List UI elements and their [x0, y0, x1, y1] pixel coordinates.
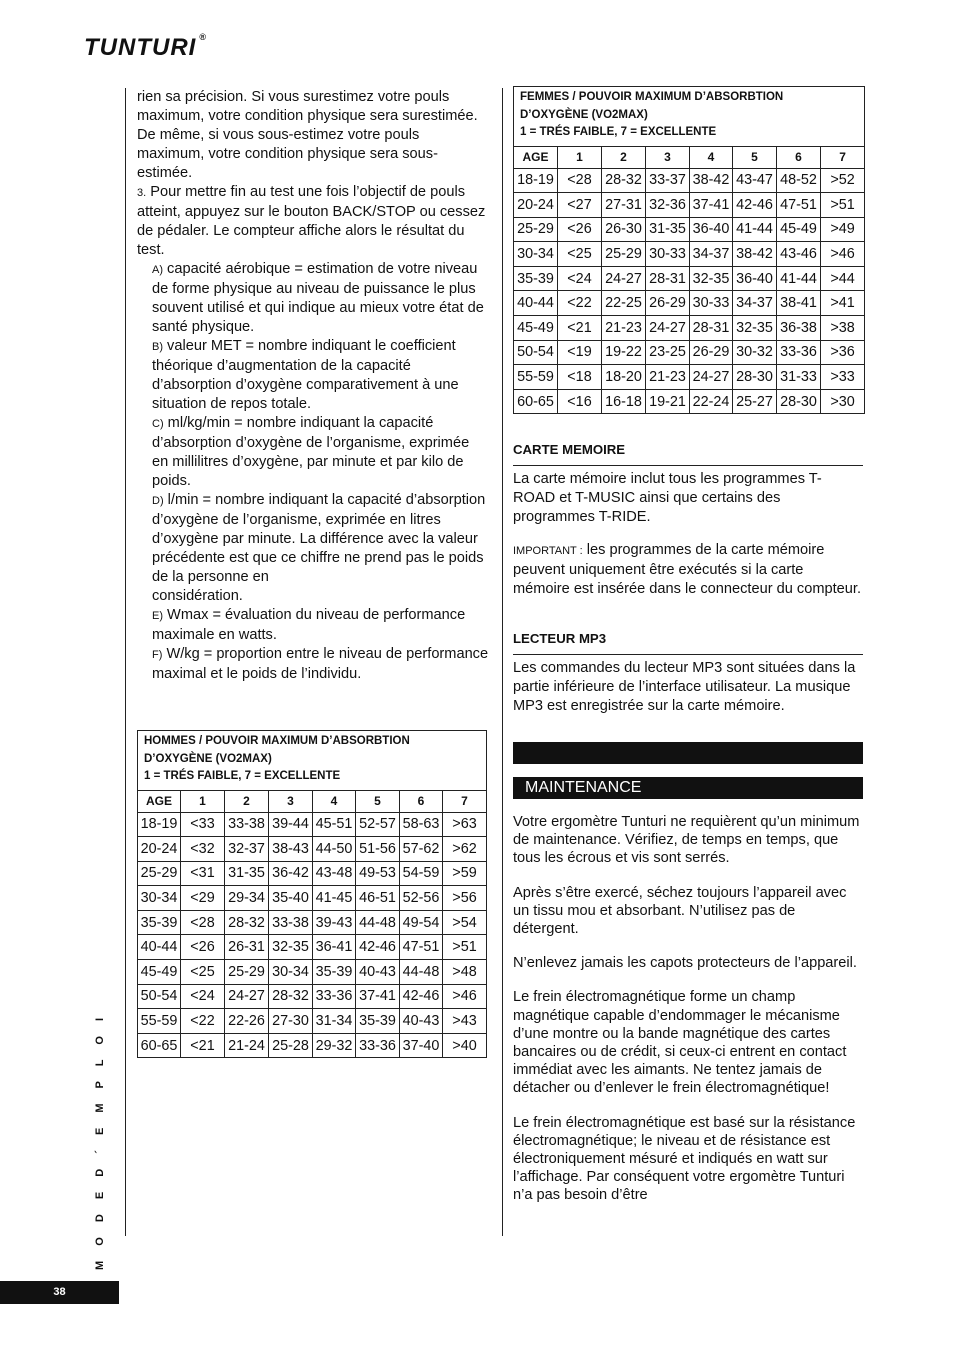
- table-row: [138, 1033, 487, 1058]
- table-row: [138, 1009, 487, 1034]
- table-cell: <26: [181, 935, 225, 960]
- paragraph: Les commandes du lecteur MP3 sont situées dans la partie inférieure de l’interface utilisateur. La musique MP3 est enregistrée sur la carte mémoire.: [513, 660, 856, 714]
- table-cell: <27: [558, 193, 602, 218]
- table-cell: 36-40: [733, 266, 777, 291]
- table-cell: 27-31: [602, 193, 646, 218]
- paragraph: Le frein électromagnétique forme un champ magnétique capable d’endommager le mécanisme d’une montre ou la bande magnétique des cartes bancaires ou de crédit, si ceux-ci entrent en contact immédiat avec les aimants. Ne tentez jamais de détacher ou d’enlever le frein électromagnétique!: [513, 989, 847, 1097]
- table-row: [514, 168, 865, 193]
- column-header: 6: [400, 790, 443, 812]
- table-cell: 25-27: [733, 389, 777, 414]
- table-row: [138, 886, 487, 911]
- table-cell: 37-40: [400, 1033, 443, 1058]
- table-cell: 26-29: [690, 340, 733, 365]
- table-cell: 24-27: [225, 984, 269, 1009]
- list-item: D) l/min = nombre indiquant la capacité d’absorption d’oxygène de l’organisme, exprimée en litres d’oxygène par minute. La différence avec la valeur précédente est que ce chiffre ne prend pas le poids de la personne en: [152, 492, 486, 585]
- table-cell: 20-24: [514, 193, 558, 218]
- table-cell: 36-40: [690, 217, 733, 242]
- table-cell: 28-31: [690, 316, 733, 341]
- table-cell: 16-18: [602, 389, 646, 414]
- section-bar: [513, 742, 863, 764]
- table-cell: 46-51: [356, 886, 400, 911]
- table-cell: 32-35: [269, 935, 313, 960]
- table-row: [138, 812, 487, 837]
- paragraph: 3. Pour mettre fin au test une fois l’objectif de pouls atteint, appuyez sur le bouton BACK/STOP ou cessez de pédaler. Le compteur affiche alors le résultat du test.: [137, 184, 486, 258]
- table-cell: 38-41: [777, 291, 821, 316]
- table-cell: <26: [558, 217, 602, 242]
- table-cell: 45-49: [777, 217, 821, 242]
- table-cell: 31-33: [777, 365, 821, 390]
- table-cell: 37-41: [356, 984, 400, 1009]
- table-row: [138, 960, 487, 985]
- table-cell: 19-21: [646, 389, 690, 414]
- section-title: LECTEUR MP3: [513, 631, 607, 646]
- table-cell: 38-42: [690, 168, 733, 193]
- table-cell: >36: [821, 340, 865, 365]
- table-cell: 35-39: [313, 960, 356, 985]
- table-cell: 30-33: [690, 291, 733, 316]
- table-row: [514, 365, 865, 390]
- table-cell: <16: [558, 389, 602, 414]
- table-cell: >62: [443, 837, 487, 862]
- table-cell: 47-51: [400, 935, 443, 960]
- divider: [513, 654, 863, 655]
- table-cell: 20-24: [138, 837, 181, 862]
- table-cell: 42-46: [356, 935, 400, 960]
- table-cell: <24: [181, 984, 225, 1009]
- table-cell: 40-43: [400, 1009, 443, 1034]
- table-cell: 49-53: [356, 861, 400, 886]
- table-cell: 47-51: [777, 193, 821, 218]
- table-cell: <29: [181, 886, 225, 911]
- maintenance-heading: MAINTENANCE: [513, 777, 863, 799]
- table-cell: 22-24: [690, 389, 733, 414]
- table-cell: 36-41: [313, 935, 356, 960]
- table-cell: 41-45: [313, 886, 356, 911]
- lecteur-mp3-section: [513, 629, 863, 716]
- table-cell: <24: [558, 266, 602, 291]
- table-cell: <28: [558, 168, 602, 193]
- table-cell: >44: [821, 266, 865, 291]
- table-cell: 18-20: [602, 365, 646, 390]
- list-item: C) ml/kg/min = nombre indiquant la capacité d’absorption d’oxygène de l’organisme, exprimée en millilitres d’oxygène, par minute et par kilo de poids.: [152, 415, 470, 489]
- table-cell: 38-42: [733, 242, 777, 267]
- table-cell: >56: [443, 886, 487, 911]
- table-cell: 35-39: [356, 1009, 400, 1034]
- table-cell: 26-29: [646, 291, 690, 316]
- table-cell: <25: [181, 960, 225, 985]
- table-cell: 33-37: [646, 168, 690, 193]
- table-cell: 22-26: [225, 1009, 269, 1034]
- left-divider: [125, 88, 126, 1236]
- table-header-row: [138, 790, 487, 812]
- table-cell: 21-23: [602, 316, 646, 341]
- table-cell: 50-54: [138, 984, 181, 1009]
- table-cell: 29-32: [313, 1033, 356, 1058]
- carte-memoire-section: [513, 440, 863, 599]
- table-cell: 44-50: [313, 837, 356, 862]
- column-header: 6: [777, 146, 821, 168]
- table-cell: 33-38: [225, 812, 269, 837]
- men-vo2max-table: [137, 730, 487, 1058]
- table-cell: 41-44: [777, 266, 821, 291]
- paragraph: rien sa précision. Si vous surestimez votre pouls maximum, votre condition physique sera surestimée. De même, si vous sous-estimez votre pouls maximum, votre condition physique sera sous-estimée.: [137, 89, 478, 181]
- column-header: 2: [602, 146, 646, 168]
- table-row: [138, 935, 487, 960]
- table-cell: 25-29: [225, 960, 269, 985]
- table-cell: 22-25: [602, 291, 646, 316]
- table-cell: <28: [181, 910, 225, 935]
- table-cell: 33-36: [777, 340, 821, 365]
- column-header: 1: [558, 146, 602, 168]
- list-item-continuation: considération.: [152, 588, 243, 604]
- paragraph: La carte mémoire inclut tous les programmes T-ROAD et T-MUSIC ainsi que certains des programmes T-RIDE.: [513, 471, 822, 525]
- table-cell: 44-48: [356, 910, 400, 935]
- table-cell: 31-35: [225, 861, 269, 886]
- table-cell: 32-35: [733, 316, 777, 341]
- list-item: E) Wmax = évaluation du niveau de performance maximale en watts.: [152, 607, 466, 643]
- column-header: 4: [690, 146, 733, 168]
- table-cell: 45-49: [514, 316, 558, 341]
- table-cell: >41: [821, 291, 865, 316]
- table-cell: 55-59: [138, 1009, 181, 1034]
- table-cell: 23-25: [646, 340, 690, 365]
- table-cell: >30: [821, 389, 865, 414]
- table-cell: 21-24: [225, 1033, 269, 1058]
- maintenance-section: [513, 813, 865, 1205]
- table-cell: <21: [558, 316, 602, 341]
- section-title: CARTE MEMOIRE: [513, 442, 626, 457]
- column-header: AGE: [138, 790, 181, 812]
- table-cell: 34-37: [733, 291, 777, 316]
- table-cell: 28-32: [602, 168, 646, 193]
- table-cell: 49-54: [400, 910, 443, 935]
- divider: [513, 465, 863, 466]
- women-vo2max-table: [513, 86, 865, 414]
- table-cell: 58-63: [400, 812, 443, 837]
- table-row: [138, 861, 487, 886]
- column-header: AGE: [514, 146, 558, 168]
- table-cell: >46: [821, 242, 865, 267]
- table-cell: 55-59: [514, 365, 558, 390]
- table-cell: 32-37: [225, 837, 269, 862]
- table-cell: 37-41: [690, 193, 733, 218]
- table-cell: 43-47: [733, 168, 777, 193]
- table-row: [514, 217, 865, 242]
- table-cell: >51: [443, 935, 487, 960]
- table-cell: 60-65: [514, 389, 558, 414]
- paragraph: Votre ergomètre Tunturi ne requièrent qu’un minimum de maintenance. Vérifiez, de temps en temps, que tous les écrous et vis sont serrés.: [513, 814, 860, 867]
- table-cell: >46: [443, 984, 487, 1009]
- table-cell: 31-34: [313, 1009, 356, 1034]
- table-cell: 45-49: [138, 960, 181, 985]
- table-cell: 41-44: [733, 217, 777, 242]
- table-row: [514, 291, 865, 316]
- table-cell: 33-38: [269, 910, 313, 935]
- column-header: 3: [269, 790, 313, 812]
- table-cell: 43-46: [777, 242, 821, 267]
- paragraph: IMPORTANT : les programmes de la carte mémoire peuvent uniquement être exécutés si la carte mémoire est insérée dans le connecteur du compteur.: [513, 542, 862, 597]
- column-header: 5: [733, 146, 777, 168]
- table-cell: 30-32: [733, 340, 777, 365]
- right-divider: [502, 88, 503, 1236]
- table-cell: 36-38: [777, 316, 821, 341]
- table-cell: 28-32: [269, 984, 313, 1009]
- table-cell: >49: [821, 217, 865, 242]
- table-cell: <22: [181, 1009, 225, 1034]
- table-cell: 51-56: [356, 837, 400, 862]
- table-cell: 42-46: [733, 193, 777, 218]
- table-cell: >51: [821, 193, 865, 218]
- table-cell: >40: [443, 1033, 487, 1058]
- table-cell: 60-65: [138, 1033, 181, 1058]
- table-cell: 50-54: [514, 340, 558, 365]
- table-cell: 18-19: [138, 812, 181, 837]
- table-cell: 40-44: [138, 935, 181, 960]
- table-cell: 30-34: [269, 960, 313, 985]
- table-cell: 24-27: [690, 365, 733, 390]
- table-cell: <19: [558, 340, 602, 365]
- table-cell: 29-34: [225, 886, 269, 911]
- table-cell: 32-36: [646, 193, 690, 218]
- table-row: [514, 316, 865, 341]
- column-header: 7: [821, 146, 865, 168]
- table-cell: >52: [821, 168, 865, 193]
- table-cell: 26-30: [602, 217, 646, 242]
- table-cell: >54: [443, 910, 487, 935]
- table-cell: 25-28: [269, 1033, 313, 1058]
- table-cell: 30-33: [646, 242, 690, 267]
- table-cell: 54-59: [400, 861, 443, 886]
- table-cell: <18: [558, 365, 602, 390]
- table-cell: >59: [443, 861, 487, 886]
- table-cell: 44-48: [400, 960, 443, 985]
- table-cell: 39-43: [313, 910, 356, 935]
- table-cell: 19-22: [602, 340, 646, 365]
- column-header: 7: [443, 790, 487, 812]
- table-row: [514, 340, 865, 365]
- table-cell: 42-46: [400, 984, 443, 1009]
- table-cell: 28-32: [225, 910, 269, 935]
- paragraph: Après s’être exercé, séchez toujours l’appareil avec un tissu mou et absorbant. N’utilisez pas de détergent.: [513, 884, 847, 938]
- table-cell: <25: [558, 242, 602, 267]
- page-number: 38: [0, 1281, 119, 1304]
- table-cell: 28-30: [777, 389, 821, 414]
- table-cell: 45-51: [313, 812, 356, 837]
- column-header: 5: [356, 790, 400, 812]
- table-cell: 34-37: [690, 242, 733, 267]
- table-cell: >33: [821, 365, 865, 390]
- table-cell: 35-40: [269, 886, 313, 911]
- table-cell: 18-19: [514, 168, 558, 193]
- table-cell: 43-48: [313, 861, 356, 886]
- table-cell: 25-29: [138, 861, 181, 886]
- table-cell: 36-42: [269, 861, 313, 886]
- table-cell: >38: [821, 316, 865, 341]
- table-cell: >63: [443, 812, 487, 837]
- table-row: [514, 266, 865, 291]
- table-cell: 27-30: [269, 1009, 313, 1034]
- paragraph: Le frein électromagnétique est basé sur la résistance électromagnétique; le niveau et de résistance est électroniquement mésuré et indiqués en watt sur l’affichage. Par conséquent votre ergomètre Tunturi n’a pas besoin d’être: [513, 1114, 856, 1204]
- table-cell: 25-29: [602, 242, 646, 267]
- table-cell: 35-39: [138, 910, 181, 935]
- table-row: [138, 910, 487, 935]
- list-item: F) W/kg = proportion entre le niveau de performance maximal et le poids de l’individu.: [152, 646, 489, 682]
- table-cell: 40-43: [356, 960, 400, 985]
- paragraph: N’enlevez jamais les capots protecteurs de l’appareil.: [513, 955, 857, 972]
- table-cell: 21-23: [646, 365, 690, 390]
- table-cell: <33: [181, 812, 225, 837]
- table-cell: <32: [181, 837, 225, 862]
- table-row: [514, 193, 865, 218]
- table-cell: <22: [558, 291, 602, 316]
- list-item: A) capacité aérobique = estimation de votre niveau de forme physique au niveau de puissance le plus souvent utilisé et qui indique au mieux votre état de santé physique.: [152, 261, 484, 335]
- table-title: HOMMES / POUVOIR MAXIMUM D’ABSORBTION D’OXYGÈNE (VO2MAX) 1 = TRÉS FAIBLE, 7 = EXCELLENTE: [138, 731, 487, 791]
- table-cell: 57-62: [400, 837, 443, 862]
- table-cell: >48: [443, 960, 487, 985]
- table-cell: 30-34: [514, 242, 558, 267]
- table-cell: 31-35: [646, 217, 690, 242]
- column-header: 1: [181, 790, 225, 812]
- column-header: 4: [313, 790, 356, 812]
- table-cell: 38-43: [269, 837, 313, 862]
- table-cell: 39-44: [269, 812, 313, 837]
- column-header: 2: [225, 790, 269, 812]
- table-cell: 26-31: [225, 935, 269, 960]
- table-cell: 30-34: [138, 886, 181, 911]
- table-cell: 28-30: [733, 365, 777, 390]
- table-cell: <21: [181, 1033, 225, 1058]
- table-cell: 32-35: [690, 266, 733, 291]
- table-cell: 40-44: [514, 291, 558, 316]
- table-title: FEMMES / POUVOIR MAXIMUM D’ABSORBTION D’OXYGÈNE (VO2MAX) 1 = TRÉS FAIBLE, 7 = EXCELLENTE: [514, 87, 865, 147]
- table-row: [514, 242, 865, 267]
- table-header-row: [514, 146, 865, 168]
- table-row: [514, 389, 865, 414]
- table-cell: 35-39: [514, 266, 558, 291]
- column-header: 3: [646, 146, 690, 168]
- table-cell: 33-36: [313, 984, 356, 1009]
- table-cell: 33-36: [356, 1033, 400, 1058]
- mode-demploi-label: M O D E D ´ E M P L O I: [94, 1012, 106, 1270]
- table-cell: 48-52: [777, 168, 821, 193]
- left-column: [137, 88, 489, 684]
- table-cell: 24-27: [646, 316, 690, 341]
- table-cell: 28-31: [646, 266, 690, 291]
- tunturi-logo: TUNTURI ®: [84, 32, 207, 61]
- list-item: B) valeur MET = nombre indiquant le coefficient théorique d’augmentation de la capacité d’absorption d’oxygène comparativement à une situation de repos totale.: [152, 338, 459, 412]
- table-row: [138, 984, 487, 1009]
- table-row: [138, 837, 487, 862]
- table-cell: 25-29: [514, 217, 558, 242]
- table-cell: 52-56: [400, 886, 443, 911]
- table-cell: 52-57: [356, 812, 400, 837]
- table-cell: >43: [443, 1009, 487, 1034]
- table-cell: <31: [181, 861, 225, 886]
- table-cell: 24-27: [602, 266, 646, 291]
